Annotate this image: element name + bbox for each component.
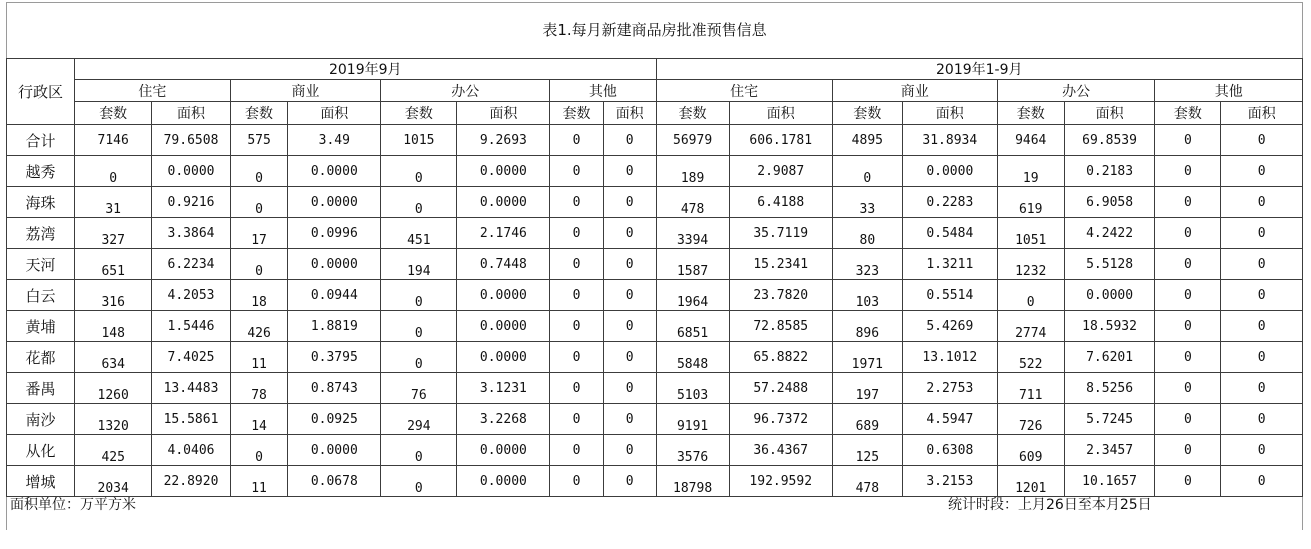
table-cell: 1.3211 — [902, 249, 997, 280]
table-cell: 0.0000 — [457, 435, 550, 466]
table-cell: 103 — [832, 280, 902, 311]
presale-table — [6, 58, 1303, 497]
table-cell: 18 — [230, 280, 288, 311]
table-cell: 96.7372 — [729, 404, 832, 435]
table-row — [7, 187, 1303, 218]
table-cell: 0 — [603, 435, 656, 466]
table-cell: 13.1012 — [902, 342, 997, 373]
table-cell: 294 — [381, 404, 457, 435]
table-cell: 0.0000 — [457, 466, 550, 497]
district-name: 花都 — [7, 342, 75, 373]
district-name: 天河 — [7, 249, 75, 280]
table-cell: 2.3457 — [1064, 435, 1155, 466]
table-cell: 0 — [1221, 218, 1303, 249]
table-cell: 0 — [1221, 342, 1303, 373]
table-cell: 36.4367 — [729, 435, 832, 466]
table-cell: 478 — [832, 466, 902, 497]
table-cell: 1.5446 — [152, 311, 230, 342]
table-cell: 0 — [550, 404, 604, 435]
table-cell: 1964 — [656, 280, 729, 311]
table-row — [7, 373, 1303, 404]
table-cell: 189 — [656, 156, 729, 187]
metric-header: 面积 — [288, 102, 381, 125]
table-cell: 0 — [1221, 373, 1303, 404]
table-cell: 0 — [603, 342, 656, 373]
table-cell: 4.2422 — [1064, 218, 1155, 249]
table-cell: 0.0000 — [457, 311, 550, 342]
table-cell: 0 — [1221, 125, 1303, 156]
table-cell: 4.5947 — [902, 404, 997, 435]
table-cell: 18798 — [656, 466, 729, 497]
table-cell: 896 — [832, 311, 902, 342]
table-cell: 0.5514 — [902, 280, 997, 311]
table-cell: 0.0996 — [288, 218, 381, 249]
table-cell: 0 — [550, 125, 604, 156]
table-cell: 10.1657 — [1064, 466, 1155, 497]
district-header: 行政区 — [7, 59, 75, 125]
table-cell: 0 — [550, 280, 604, 311]
table-cell: 2034 — [75, 466, 152, 497]
table-cell: 1015 — [381, 125, 457, 156]
table-cell: 0 — [832, 156, 902, 187]
table-row — [7, 342, 1303, 373]
table-cell: 0 — [550, 249, 604, 280]
metric-header: 面积 — [457, 102, 550, 125]
table-cell: 0 — [1155, 342, 1221, 373]
table-cell: 0.0000 — [902, 156, 997, 187]
table-cell: 9191 — [656, 404, 729, 435]
metric-header: 套数 — [997, 102, 1064, 125]
metric-header: 套数 — [230, 102, 288, 125]
table-cell: 651 — [75, 249, 152, 280]
table-cell: 18.5932 — [1064, 311, 1155, 342]
metric-header: 面积 — [729, 102, 832, 125]
table-row — [7, 466, 1303, 497]
table-cell: 17 — [230, 218, 288, 249]
table-cell: 31 — [75, 187, 152, 218]
table-cell: 0.0925 — [288, 404, 381, 435]
period-header-ytd: 2019年1-9月 — [656, 59, 1303, 80]
table-cell: 6851 — [656, 311, 729, 342]
table-row — [7, 280, 1303, 311]
table-cell: 19 — [997, 156, 1064, 187]
table-cell: 0 — [230, 435, 288, 466]
category-header: 住宅 — [75, 80, 231, 102]
table-cell: 426 — [230, 311, 288, 342]
table-row — [7, 249, 1303, 280]
table-cell: 0 — [603, 249, 656, 280]
table-cell: 0.2283 — [902, 187, 997, 218]
table-cell: 14 — [230, 404, 288, 435]
table-cell: 7.6201 — [1064, 342, 1155, 373]
table-cell: 69.8539 — [1064, 125, 1155, 156]
table-cell: 0 — [1221, 466, 1303, 497]
table-cell: 0.3795 — [288, 342, 381, 373]
table-cell: 0.0000 — [457, 187, 550, 218]
table-cell: 575 — [230, 125, 288, 156]
table-cell: 0 — [603, 466, 656, 497]
table-cell: 0 — [1221, 156, 1303, 187]
table-row — [7, 404, 1303, 435]
table-cell: 0 — [550, 435, 604, 466]
table-cell: 0.6308 — [902, 435, 997, 466]
table-cell: 1320 — [75, 404, 152, 435]
table-cell: 0 — [1221, 280, 1303, 311]
table-cell: 0 — [550, 187, 604, 218]
table-cell: 0 — [1155, 156, 1221, 187]
table-cell: 0 — [230, 156, 288, 187]
table-cell: 22.8920 — [152, 466, 230, 497]
table-cell: 33 — [832, 187, 902, 218]
table-cell: 79.6508 — [152, 125, 230, 156]
district-name: 合计 — [7, 125, 75, 156]
district-name: 黄埔 — [7, 311, 75, 342]
table-cell: 0 — [1155, 125, 1221, 156]
table-cell: 4.0406 — [152, 435, 230, 466]
table-cell: 11 — [230, 342, 288, 373]
table-cell: 2.1746 — [457, 218, 550, 249]
district-name: 越秀 — [7, 156, 75, 187]
table-cell: 327 — [75, 218, 152, 249]
table-cell: 0 — [603, 311, 656, 342]
metric-header: 面积 — [902, 102, 997, 125]
table-cell: 0 — [381, 156, 457, 187]
table-cell: 0 — [603, 404, 656, 435]
table-cell: 425 — [75, 435, 152, 466]
table-cell: 3394 — [656, 218, 729, 249]
table-cell: 72.8585 — [729, 311, 832, 342]
table-row — [7, 156, 1303, 187]
table-cell: 80 — [832, 218, 902, 249]
table-cell: 0.5484 — [902, 218, 997, 249]
table-cell: 2.9087 — [729, 156, 832, 187]
category-header: 其他 — [1155, 80, 1303, 102]
table-cell: 0 — [603, 280, 656, 311]
table-cell: 0.7448 — [457, 249, 550, 280]
table-cell: 0 — [550, 311, 604, 342]
table-cell: 0 — [603, 187, 656, 218]
table-cell: 0 — [550, 156, 604, 187]
table-cell: 35.7119 — [729, 218, 832, 249]
table-cell: 634 — [75, 342, 152, 373]
table-row — [7, 218, 1303, 249]
table-cell: 197 — [832, 373, 902, 404]
table-cell: 0 — [1221, 404, 1303, 435]
table-cell: 1260 — [75, 373, 152, 404]
table-cell: 0.0678 — [288, 466, 381, 497]
table-cell: 0 — [550, 342, 604, 373]
metric-header: 面积 — [603, 102, 656, 125]
table-cell: 0.0000 — [1064, 280, 1155, 311]
table-cell: 0 — [1221, 435, 1303, 466]
table-cell: 0 — [997, 280, 1064, 311]
table-cell: 5.5128 — [1064, 249, 1155, 280]
table-cell: 606.1781 — [729, 125, 832, 156]
table-cell: 31.8934 — [902, 125, 997, 156]
period-note: 统计时段：上月26日至本月25日 — [948, 497, 1152, 513]
table-cell: 0 — [1155, 280, 1221, 311]
table-cell: 0 — [381, 342, 457, 373]
table-cell: 15.5861 — [152, 404, 230, 435]
district-name: 白云 — [7, 280, 75, 311]
table-cell: 0 — [230, 187, 288, 218]
metric-header: 面积 — [152, 102, 230, 125]
table-cell: 7.4025 — [152, 342, 230, 373]
table-cell: 6.2234 — [152, 249, 230, 280]
table-cell: 0 — [550, 218, 604, 249]
table-cell: 9.2693 — [457, 125, 550, 156]
table-row — [7, 311, 1303, 342]
table-cell: 0.9216 — [152, 187, 230, 218]
table-cell: 0 — [381, 311, 457, 342]
table-cell: 3.3864 — [152, 218, 230, 249]
category-header: 商业 — [230, 80, 381, 102]
table-cell: 0 — [381, 187, 457, 218]
table-cell: 56979 — [656, 125, 729, 156]
table-cell: 3.2153 — [902, 466, 997, 497]
table-cell: 7146 — [75, 125, 152, 156]
category-header: 商业 — [832, 80, 997, 102]
table-cell: 0 — [1155, 218, 1221, 249]
table-cell: 5848 — [656, 342, 729, 373]
table-cell: 0 — [603, 156, 656, 187]
table-row — [7, 125, 1303, 156]
table-cell: 1.8819 — [288, 311, 381, 342]
table-cell: 711 — [997, 373, 1064, 404]
table-cell: 5.4269 — [902, 311, 997, 342]
table-cell: 2.2753 — [902, 373, 997, 404]
metric-header: 套数 — [832, 102, 902, 125]
metric-header: 面积 — [1221, 102, 1303, 125]
table-cell: 0.0000 — [288, 187, 381, 218]
table-cell: 0 — [1155, 311, 1221, 342]
category-header: 办公 — [381, 80, 550, 102]
table-cell: 0 — [1155, 187, 1221, 218]
table-cell: 0.0944 — [288, 280, 381, 311]
table-cell: 522 — [997, 342, 1064, 373]
table-cell: 0 — [1221, 187, 1303, 218]
district-name: 海珠 — [7, 187, 75, 218]
table-cell: 0 — [1155, 435, 1221, 466]
table-cell: 192.9592 — [729, 466, 832, 497]
table-cell: 6.9058 — [1064, 187, 1155, 218]
table-row — [7, 435, 1303, 466]
metric-header: 套数 — [381, 102, 457, 125]
table-cell: 0.8743 — [288, 373, 381, 404]
table-cell: 0 — [381, 280, 457, 311]
table-cell: 0 — [603, 373, 656, 404]
table-cell: 0.0000 — [457, 280, 550, 311]
table-cell: 478 — [656, 187, 729, 218]
table-cell: 619 — [997, 187, 1064, 218]
table-cell: 3576 — [656, 435, 729, 466]
table-cell: 0 — [550, 373, 604, 404]
category-header: 住宅 — [656, 80, 832, 102]
table-cell: 78 — [230, 373, 288, 404]
metric-header: 套数 — [1155, 102, 1221, 125]
table-cell: 4.2053 — [152, 280, 230, 311]
district-name: 增城 — [7, 466, 75, 497]
table-cell: 0.0000 — [457, 156, 550, 187]
table-cell: 9464 — [997, 125, 1064, 156]
category-header: 其他 — [550, 80, 656, 102]
table-cell: 194 — [381, 249, 457, 280]
table-cell: 609 — [997, 435, 1064, 466]
category-header: 办公 — [997, 80, 1155, 102]
table-cell: 1232 — [997, 249, 1064, 280]
table-cell: 1051 — [997, 218, 1064, 249]
table-cell: 0.0000 — [457, 342, 550, 373]
table-cell: 3.49 — [288, 125, 381, 156]
table-cell: 3.1231 — [457, 373, 550, 404]
table-cell: 2774 — [997, 311, 1064, 342]
table-cell: 125 — [832, 435, 902, 466]
table-cell: 689 — [832, 404, 902, 435]
table-cell: 5.7245 — [1064, 404, 1155, 435]
table-cell: 0 — [1155, 373, 1221, 404]
table-cell: 451 — [381, 218, 457, 249]
period-header-month: 2019年9月 — [75, 59, 656, 80]
table-cell: 0.0000 — [288, 435, 381, 466]
table-cell: 0 — [603, 125, 656, 156]
metric-header: 套数 — [656, 102, 729, 125]
table-cell: 5103 — [656, 373, 729, 404]
table-cell: 1201 — [997, 466, 1064, 497]
table-cell: 0 — [1221, 249, 1303, 280]
table-cell: 0 — [75, 156, 152, 187]
table-cell: 0 — [603, 218, 656, 249]
table-cell: 57.2488 — [729, 373, 832, 404]
table-cell: 4895 — [832, 125, 902, 156]
table-cell: 76 — [381, 373, 457, 404]
table-cell: 1971 — [832, 342, 902, 373]
table-cell: 0.0000 — [288, 249, 381, 280]
area-unit-note: 面积单位：万平方米 — [10, 497, 136, 513]
metric-header: 套数 — [550, 102, 604, 125]
table-cell: 1587 — [656, 249, 729, 280]
table-cell: 8.5256 — [1064, 373, 1155, 404]
table-cell: 13.4483 — [152, 373, 230, 404]
metric-header: 面积 — [1064, 102, 1155, 125]
table-cell: 0.2183 — [1064, 156, 1155, 187]
table-cell: 316 — [75, 280, 152, 311]
table-cell: 0 — [230, 249, 288, 280]
table-cell: 3.2268 — [457, 404, 550, 435]
district-name: 南沙 — [7, 404, 75, 435]
table-cell: 6.4188 — [729, 187, 832, 218]
table-cell: 23.7820 — [729, 280, 832, 311]
metric-header: 套数 — [75, 102, 152, 125]
table-title: 表1.每月新建商品房批准预售信息 — [542, 21, 767, 39]
table-cell: 0 — [1155, 466, 1221, 497]
table-cell: 323 — [832, 249, 902, 280]
table-cell: 726 — [997, 404, 1064, 435]
table-cell: 0 — [381, 435, 457, 466]
table-cell: 148 — [75, 311, 152, 342]
table-cell: 0 — [1155, 249, 1221, 280]
district-name: 番禺 — [7, 373, 75, 404]
table-cell: 0 — [1155, 404, 1221, 435]
district-name: 从化 — [7, 435, 75, 466]
table-cell: 15.2341 — [729, 249, 832, 280]
table-cell: 0.0000 — [288, 156, 381, 187]
table-cell: 65.8822 — [729, 342, 832, 373]
table-cell: 0 — [550, 466, 604, 497]
table-cell: 0 — [1221, 311, 1303, 342]
table-cell: 11 — [230, 466, 288, 497]
table-cell: 0 — [381, 466, 457, 497]
district-name: 荔湾 — [7, 218, 75, 249]
table-cell: 0.0000 — [152, 156, 230, 187]
